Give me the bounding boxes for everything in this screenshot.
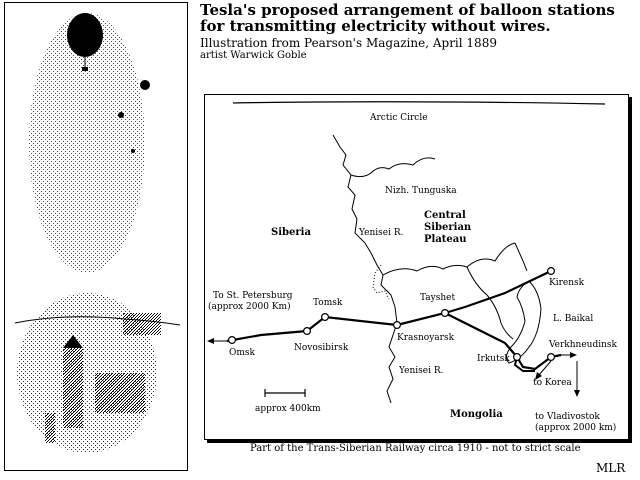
map-canvas — [205, 95, 628, 439]
region-central: Central — [424, 210, 466, 221]
label-kirensk: Kirensk — [549, 278, 585, 288]
balloon-large-icon — [67, 13, 103, 57]
label-omsk: Omsk — [229, 348, 255, 358]
title-block — [200, 2, 630, 62]
label-st-petersburg: To St. Petersburg — [213, 291, 293, 301]
angara-river — [383, 243, 515, 275]
map-caption: Part of the Trans-Siberian Railway circa 1910 - not to strict scale — [250, 443, 581, 454]
yenisei-river — [333, 135, 397, 403]
arctic-circle-label: Arctic Circle — [370, 113, 428, 123]
region-siberia: Siberia — [271, 227, 311, 238]
artist-credit: artist Warwick Goble — [200, 50, 307, 61]
tower-icon — [63, 348, 83, 428]
balloon-illustration — [5, 3, 187, 470]
station-irkutsk — [514, 354, 521, 361]
scale-label: approx 400km — [255, 404, 321, 414]
balloon-small-icon — [118, 112, 124, 118]
region-mongolia: Mongolia — [450, 409, 503, 420]
illustration-panel — [4, 2, 188, 471]
station-krasnoyarsk — [394, 322, 401, 329]
region-plateau: Plateau — [424, 234, 467, 245]
label-baikal: L. Baikal — [553, 314, 594, 324]
railway-map — [204, 94, 629, 440]
label-irkutsk: Irkutsk — [477, 354, 510, 364]
ship-icon — [123, 313, 161, 335]
region-siberian: Siberian — [424, 222, 472, 233]
station-tomsk — [322, 314, 329, 321]
station-omsk — [229, 337, 236, 344]
label-vladivostok-distance: (approx 2000 km) — [535, 423, 617, 433]
station-tayshet — [442, 310, 449, 317]
subtitle: Illustration from Pearson's Magazine, April 1889 — [200, 36, 497, 50]
buildings-icon — [95, 373, 145, 413]
arrow-west-icon — [207, 338, 214, 344]
label-st-petersburg-distance: (approx 2000 Km) — [208, 302, 291, 312]
label-verkhneudinsk: Verkhneudinsk — [549, 340, 617, 350]
station-novosibirsk — [304, 328, 311, 335]
label-vladivostok: to Vladivostok — [535, 412, 600, 422]
station-verkhneudinsk — [548, 354, 555, 361]
balloon-small-icon — [140, 80, 150, 90]
label-nizh-tunguska: Nizh. Tunguska — [385, 186, 457, 196]
arrow-east-icon — [570, 352, 577, 358]
label-tayshet: Tayshet — [420, 293, 456, 303]
signature: MLR — [596, 461, 626, 475]
label-yenisei-lower: Yenisei R. — [399, 366, 444, 376]
tunguska-river — [351, 158, 435, 177]
label-yenisei-upper: Yenisei R. — [359, 228, 404, 238]
page-title: Tesla's proposed arrangement of balloon stations for transmitting electricity without wires. — [200, 1, 615, 35]
station-kirensk — [548, 268, 555, 275]
arctic-circle-line — [233, 102, 605, 104]
label-tomsk: Tomsk — [313, 298, 343, 308]
balloon-small-icon — [131, 149, 135, 153]
label-novosibirsk: Novosibirsk — [294, 343, 349, 353]
arrow-vladivostok-icon — [574, 390, 580, 397]
label-korea: to Korea — [533, 378, 572, 388]
label-krasnoyarsk: Krasnoyarsk — [397, 333, 455, 343]
